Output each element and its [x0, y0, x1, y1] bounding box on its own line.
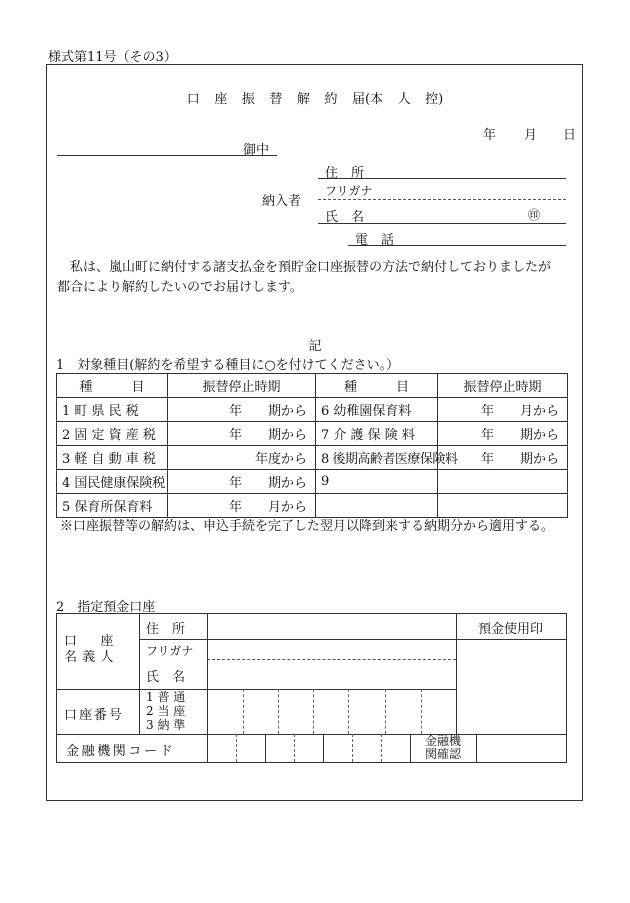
date-year: 年 — [483, 128, 497, 143]
table-row — [57, 494, 568, 518]
payer-phone-label: 電 話 — [355, 233, 395, 248]
payer-furigana-label: フリガナ — [325, 184, 373, 198]
ki-mark: 記 — [308, 339, 322, 354]
header-stop-period: 振替停止時期 — [168, 374, 316, 398]
table-row — [57, 398, 568, 422]
form-number: 様式第11号（その3） — [48, 50, 177, 65]
period-cell[interactable]: 年 期から — [438, 422, 568, 446]
period-cell[interactable]: 年度から — [168, 446, 316, 470]
bank-confirm-label: 金融機 関確認 — [425, 734, 462, 761]
item-cell[interactable]: 6 幼稚園保育料 — [316, 398, 438, 422]
account-type-ordinary[interactable]: 1 普 通 — [146, 690, 186, 704]
date-month: 月 — [524, 128, 538, 143]
seal-icon: ㊞ — [528, 208, 541, 222]
account-number-label: 口座番号 — [64, 708, 124, 723]
header-stop-period: 振替停止時期 — [438, 374, 568, 398]
period-cell[interactable]: 年 月から — [438, 398, 568, 422]
account-holder-label: 口 座 名義人 — [64, 634, 119, 665]
addressee-suffix: 御中 — [243, 143, 270, 158]
payer-name-line[interactable] — [318, 223, 566, 224]
period-cell[interactable]: 年 期から — [168, 398, 316, 422]
item-cell[interactable]: 2 固 定 資 産 税 — [57, 422, 168, 446]
section2-heading: 2 指定預金口座 — [56, 600, 156, 615]
period-cell[interactable]: 年 期から — [168, 422, 316, 446]
period-cell[interactable] — [438, 494, 568, 518]
body-text-line-2: 都合により解約したいのでお届けします。 — [57, 280, 303, 295]
period-cell[interactable]: 年 期から — [168, 470, 316, 494]
form-title: 口 座 振 替 解 約 届(本 人 控) — [186, 92, 444, 107]
period-cell[interactable]: 年 月から — [168, 494, 316, 518]
holder-address-label: 住 所 — [146, 622, 186, 637]
table-row — [57, 422, 568, 446]
section1-heading: 1 対象種目(解約を希望する種目に○を付けてください。） — [56, 358, 400, 373]
section1-note: ※口座振替等の解約は、申込手続を完了した翌月以降到来する納期分から適用する。 — [60, 519, 555, 534]
item-cell[interactable] — [316, 494, 438, 518]
body-text-line-1: 私は、嵐山町に納付する諸支払金を預貯金口座振替の方法で納付しておりましたが — [57, 260, 552, 275]
account-type-tax[interactable]: 3 納 準 — [146, 718, 186, 732]
table-row — [57, 446, 568, 470]
target-items-table — [56, 373, 568, 518]
item-cell[interactable]: 7 介 護 保 険 料 — [316, 422, 438, 446]
payer-label: 納入者 — [262, 194, 302, 209]
holder-name-label: 氏 名 — [146, 670, 186, 685]
item-cell[interactable]: 4 国民健康保険税 — [57, 470, 168, 494]
item-cell[interactable]: 5 保育所保育料 — [57, 494, 168, 518]
item-cell[interactable]: 3 軽 自 動 車 税 — [57, 446, 168, 470]
payer-address-label: 住 所 — [325, 166, 365, 181]
payer-name-label: 氏 名 — [325, 210, 365, 225]
payer-phone-line[interactable] — [348, 245, 566, 246]
item-cell[interactable]: 1 町 県 民 税 — [57, 398, 168, 422]
account-type-current[interactable]: 2 当 座 — [146, 704, 186, 718]
bank-seal-label: 預金使用印 — [478, 622, 544, 637]
item-cell[interactable]: 9 — [316, 470, 438, 494]
header-item: 種 目 — [57, 374, 168, 398]
payer-furigana-line[interactable] — [318, 199, 566, 200]
item-cell[interactable]: 8 後期高齢者医療保険料 — [316, 446, 438, 470]
payer-address-line[interactable] — [318, 178, 566, 179]
header-item: 種 目 — [316, 374, 438, 398]
period-cell[interactable]: 年 期から — [438, 446, 568, 470]
bank-code-label: 金融機関コード — [66, 744, 176, 759]
period-cell[interactable] — [438, 470, 568, 494]
table-header-row — [57, 374, 568, 398]
holder-furigana-label: フリガナ — [146, 644, 194, 658]
date-day: 日 — [563, 128, 577, 143]
account-type-list — [146, 690, 185, 732]
table-row — [57, 470, 568, 494]
